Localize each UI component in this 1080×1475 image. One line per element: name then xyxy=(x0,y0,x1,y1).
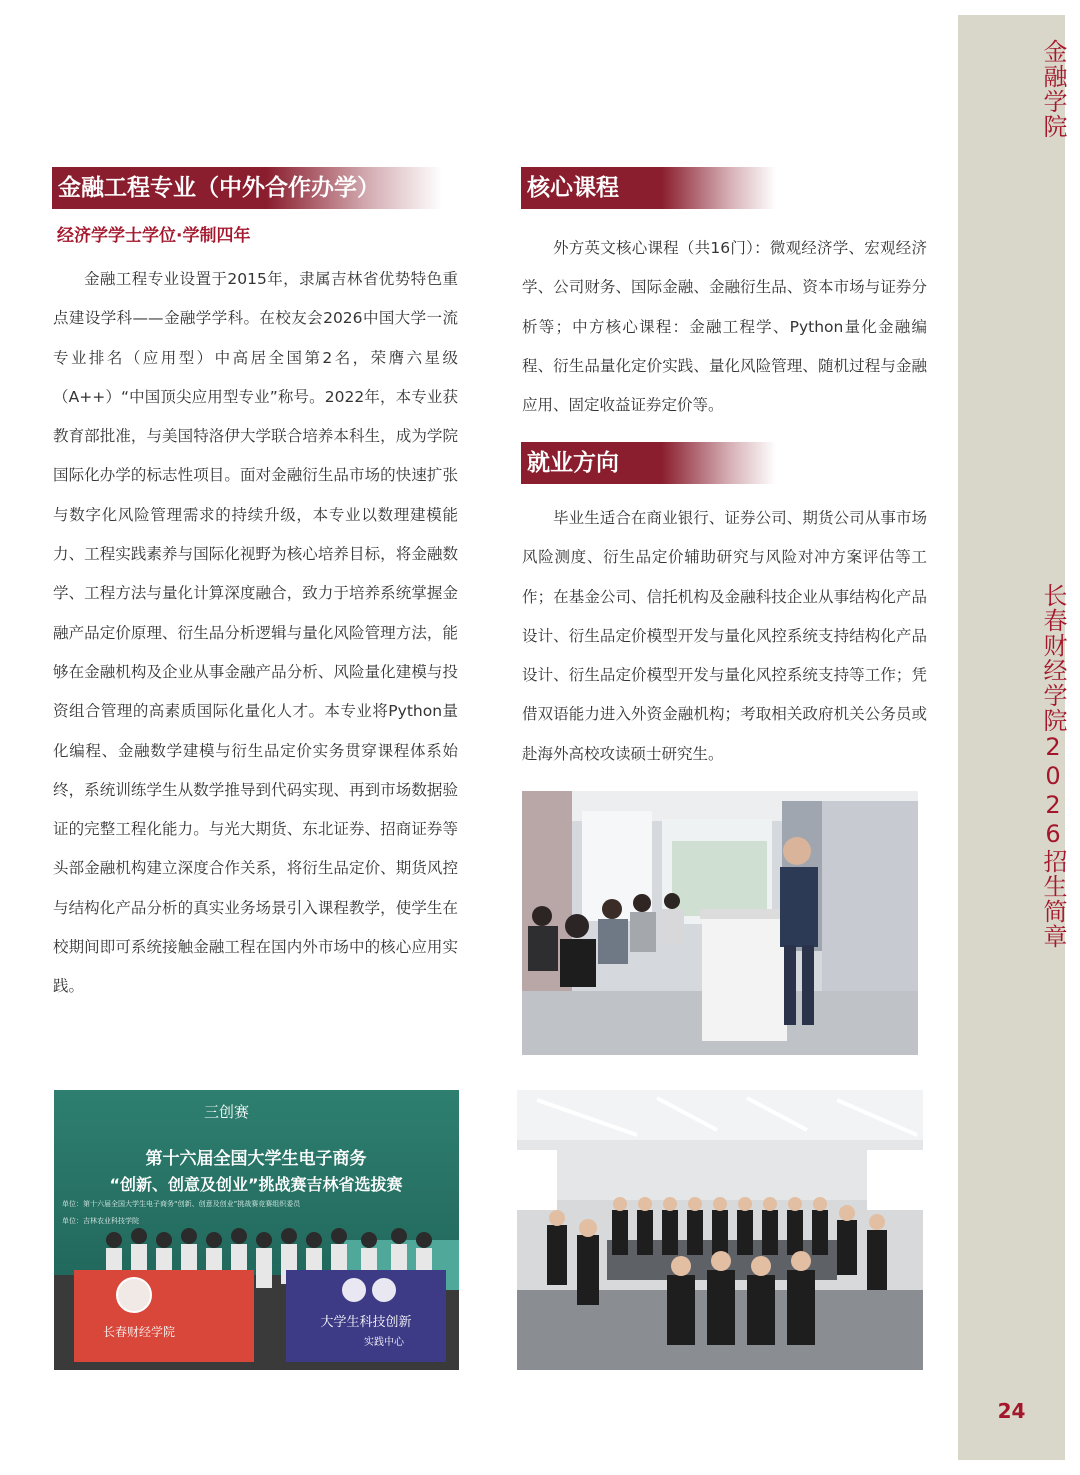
core-courses-heading: 核心课程 xyxy=(521,167,776,209)
degree-subtitle: 经济学学士学位·学制四年 xyxy=(57,226,251,246)
banner-line-1: 第十六届全国大学生电子商务 xyxy=(145,1149,367,1169)
classroom-photo xyxy=(522,791,918,1055)
career-heading: 就业方向 xyxy=(521,442,776,484)
competition-logo-text: 三创赛 xyxy=(204,1103,250,1121)
flag-right-line-2: 实践中心 xyxy=(364,1337,404,1348)
flag-right-line-1: 大学生科技创新 xyxy=(320,1315,412,1330)
page-number: 24 xyxy=(997,1399,1026,1423)
core-courses-body: 外方英文核心课程（共16门）：微观经济学、宏观经济学、公司财务、国际金融、金融衍生品、资本市场与证券分析等；中方核心课程：金融工程学、Python量化金融编程、衍生品量化定价实践、量化风险管理、随机过程与金融应用、固定收益证券定价等。 xyxy=(522,239,927,415)
banner-line-3: 单位：第十六届全国大学生电子商务“创新、创意及创业”挑战赛竞赛组织委员 xyxy=(62,1200,301,1208)
banner-line-4: 单位：吉林农业科技学院 xyxy=(62,1217,139,1225)
career-body: 毕业生适合在商业银行、证券公司、期货公司从事市场风险测度、衍生品定价辅助研究与风险对冲方案评估等工作；在基金公司、信托机构及金融科技企业从事结构化产品设计、衍生品定价模型开发与量化风控系统支持结构化产品设计、衍生品定价模型开发与量化风控系统支持等工作；凭借双语能力进入外资金融机构；考取相关政府机关公务员或赴海外高校攻读硕士研究生。 xyxy=(522,509,927,763)
banner-line-2: “创新、创意及创业”挑战赛吉林省选拔赛 xyxy=(109,1175,403,1194)
major-heading: 金融工程专业（中外合作办学） xyxy=(52,167,442,209)
group-photo xyxy=(517,1090,923,1370)
competition-photo xyxy=(54,1090,459,1370)
college-name: 金融学院 xyxy=(1039,39,1067,139)
major-description: 金融工程专业设置于2015年，隶属吉林省优势特色重点建设学科——金融学学科。在校友会2026中国大学一流专业排名（应用型）中高居全国第2名，荣膺六星级（A++）“中国顶尖应用型专业”称号。2022年，本专业获教育部批准，与美国特洛伊大学联合培养本科生，成为学院国际化办学的标志性项目。面对金融衍生品市场的快速扩张与数字化风险管理需求的持续升级，本专业以数理建模能力、工程实践素养与国际化视野为核心培养目标，将金融数学、工程方法与量化计算深度融合，致力于培养系统掌握金融产品定价原理、衍生品分析逻辑与量化风险管理方法，能够在金融机构及企业从事金融产品分析、风险量化建模与投资组合管理的高素质国际化量化人才。本专业将Python量化编程、金融数学建模与衍生品定价实务贯穿课程体系始终，系统训练学生从数学推导到代码实现、再到市场数据验证的完整工程化能力。与光大期货、东北证券、招商证券等头部金融机构建立深度合作关系，将衍生品定价、期货风控与结构化产品分析的真实业务场景引入课程教学，使学生在校期间即可系统接触金融工程在国内外市场中的核心应用实践。 xyxy=(53,270,458,996)
brochure-title: 长春财经学院2026招生简章 xyxy=(1039,583,1067,949)
flag-left-text: 长春财经学院 xyxy=(102,1325,176,1339)
sidebar xyxy=(958,15,1065,1460)
